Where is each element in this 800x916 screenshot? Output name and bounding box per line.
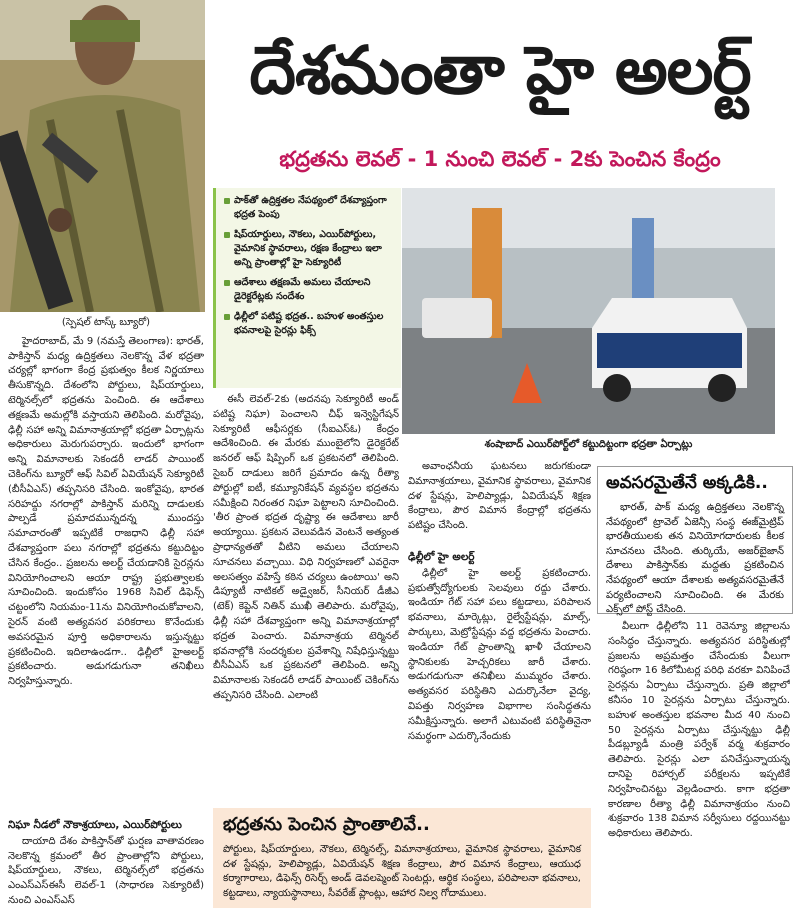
- secured-areas-box: [213, 808, 591, 908]
- article-column-1: [8, 316, 204, 786]
- paragraph: భారత్, పాక్ మధ్య ఉద్రిక్తతలు నెలకొన్న నేపథ్యంలో ట్రావెల్ ఏజెన్సీ సంస్థ ఈజ్‌మైట్రిప్ భారతీయులకు తన వినియోగదారులకు కీలక సూచనలు చేసింది. తుర్కియే, అజర్‌బైజాన్ దేశాలు పాకిస్తాన్‌కు మద్దతు ప్రకటించిన నేపథ్యంలో ఆయా దేశాలకు అత్యవసరమైతేనే పర్యటించాలని సూచించింది. ఈ మేరకు ఎక్స్‌లో పోస్ట్ చేసింది.: [606, 502, 784, 616]
- sidebox-title: అవసరమైతేనే అక్కడికి..: [606, 473, 768, 493]
- article-column-1-bottom: [8, 816, 204, 916]
- paragraph: హైదరాబాద్, మే 9 (నమస్తే తెలంగాణ): భారత్, పాకిస్తాన్ మధ్య ఉద్రిక్తతలు నెలకొన్న వేళ భద్రతా చర్యల్లో భాగంగా కేంద్ర ప్రభుత్వం కీలక నిర్ణయాలు తీసుకొన్నది. దేశంలోని పోర్టులు, షిప్‌యార్డులు, టెర్మినల్స్‌లో భద్రతను పెంచింది. ఈ ఆదేశాలు తక్షణమే అమల్లోకి వస్తాయని తెలిపింది. మరోవైపు, ఢిల్లీ సహా అన్ని విమానాశ్రయాల్లో భద్రతా ఏర్పాట్లను అధికారులు మెరుగుపర్చారు. ఇందులో భాగంగా అన్ని విమానాలకు సెకండరీ లాడర్ పాయింట్ చెకింగ్‌ను బ్యూరో ఆఫ్ సివిల్ ఏవియేషన్ సెక్యూరిటీ (బీసీఏఎస్) తప్పనిసరి చేసింది. ఇంకోవైపు, భారత సరిహద్దు నగరాల్లో పాకిస్తాన్ మరిన్ని దాడులకు పాల్పడే ప్రమాదమున్నదన్న ముందస్తు సమాచారంతో ఇప్పటికే రాజధాని ఢిల్లీ సహా దేశవ్యాప్తంగా పలు నగరాల్లో భద్రతను కట్టుదిట్టం చేసిన కేంద్రం.. ప్రజలను అలర్ట్ చేయడానికి సైరన్లను వినియోగించాలని ఆయా రాష్ట్ర ప్రభుత్వాలకు సూచించింది. ఇందుకోసం 1968 సివిల్ డిఫెన్స్ చట్టంలోని నియమం-11ను వినియోగించుకోవాలని, సైరన్ వంటి అత్యవసర పరికరాలు కొనేందుకు అవసరమైన పూర్తి అధికారాలను ఇస్తున్నట్టు ప్రకటించింది. ఇదిలాఉండగా.. ఢిల్లీలో హైఅలర్ట్ ప్రకటించారు. అడుగడుగునా తనిఖీలు నిర్వహిస్తున్నారు.: [8, 335, 204, 688]
- highlight-item: ఆదేశాలు తక్షణమే అమలు చేయాలని డైరెక్టరేట్లకు సందేశం: [224, 276, 395, 304]
- bullet-icon: [224, 280, 230, 286]
- paragraph: వీలుగా ఢిల్లీలోని 11 రెవెన్యూ జిల్లాలను సంసిద్ధం చేస్తున్నారు. అత్యవసర పరిస్థితుల్లో ప్రజలను అప్రమత్తం చేసేందుకు వీలుగా గరిష్ఠంగా 16 కిలోమీటర్ల పరిధి వరకూ వినిపించే సైరన్లను ఏర్పాటు చేస్తున్నారు. ప్రతి జిల్లాలో కనీసం 10 సైరన్లను ఏర్పాటు చేస్తున్నారు. బహుళ అంతస్తుల భవనాల మీద 40 నుంచి 50 సైరన్లను ఏర్పాటు చేస్తున్నట్టు ఢిల్లీ పీడబ్ల్యూడీ మంత్రి పర్వేశ్ వర్మ శుక్రవారం తెలిపారు. సైరన్లు ఎలా పనిచేస్తున్నాయన్న దానిపై రిహార్సల్ పరీక్షలను ఇప్పటికే నిర్వహించినట్టు వెల్లడించారు. కాగా భద్రతా కారణాల రీత్యా ఢిల్లీ విమానాశ్రయం నుంచి శుక్రవారం 138 విమాన సర్వీసులు రద్దయినట్టు అధికారులు తెలిపారు.: [608, 621, 790, 840]
- dateline: (స్పెషల్ టాస్క్ బ్యూరో): [61, 317, 151, 328]
- article-column-5: [608, 620, 790, 916]
- photo-caption: శంషాబాద్ ఎయిర్‌పోర్ట్‌లో కట్టుదిట్టంగా భద్రతా ఏర్పాట్లు: [484, 439, 693, 450]
- headline: దేశమంతా హై అలర్ట్: [249, 32, 751, 109]
- paragraph: ఢిల్లీలో హై అలర్ట్ ప్రకటించారు. ప్రభుత్వోద్యోగులకు సెలవులు రద్దు చేశారు. ఇండియా గేట్ సహా పలు కట్టడాలు, పరిపాలన భవనాలు, మార్కెట్లు, రైల్వేస్టేషన్లు, మాల్స్, పార్కులు, మెట్రోస్టేషన్లు వద్ద భద్రతను పెంచారు. ఇండియా గేట్ ప్రాంతాన్ని ఖాళీ చేయాలని స్థానికులకు హెచ్చరికలు జారీ చేశారు. అడుగడుగునా తనిఖీలు ముమ్మరం చేశారు. అత్యవసర పరిస్థితిని ఎదుర్కొనేలా వైద్య, విపత్తు నిర్వహణ విభాగాల సంసిద్ధతను సమీక్షిస్తున్నారు. అలాగే ఎటువంటి పరిస్థితినైనా సమర్థంగా ఎదుర్కొనేందుకు: [408, 567, 591, 742]
- paragraph: ఈసీ లెవల్-2కు (అదనపు సెక్యూరిటీ అండ్ పటిష్ట నిఘా) పెంచాలని చీఫ్ ఇన్వెస్టిగేషన్ సెక్యూరిటీ ఆఫీసర్లకు (సీఐఎస్ఓ) కేంద్రం ఆదేశించింది. ఈ మేరకు ముంబైలోని డైరెక్టరేట్ జనరల్ ఆఫ్ షిప్పింగ్ ఒక ప్రకటనలో తెలిపింది. సైబర్ దాడులు జరిగే ప్రమాదం ఉన్న రీత్యా పోర్టుల్లో ఐటీ, కమ్యూనికేషన్ వ్యవస్థల భద్రతను సమీక్షించి నిరంతర నిఘా పెట్టాలని సూచించింది. 'తీర ప్రాంత భద్రత దృష్ట్యా ఈ ఆదేశాలు జారీ అయ్యాయి. ప్రకటన వెలువడిన వెంటనే అత్యంత ప్రాధాన్యతతో వీటిని అమలు చేయాలని సూచనలు వచ్చాయి. విధి నిర్వహణలో ఎవరైనా అలసత్వం వహిస్తే కఠిన చర్యలు ఉంటాయి' అని డిప్యూటీ నాటికల్ అడ్వైజర్, సీనియర్ డీజీఎ (టెక్) కెప్టెన్ నితిన్ ముఖీ తెలిపారు. మరోవైపు, ఢిల్లీ సహా దేశవ్యాప్తంగా అన్ని విమానాశ్రయాల్లో భద్రత పెంచారు. విమానాశ్రయ టెర్మినల్ భవనాల్లోకి సందర్శకుల ప్రవేశాన్ని నిషేధిస్తున్నట్టు బీసీఏఎస్ ఒక ప్రకటనలో తెలిపింది. అన్ని విమానాలకు సెకండరీ లాడర్ పాయింట్ చెకింగ్‌ను తప్పనిసరి చేసింది. ఎలాంటి: [213, 394, 399, 701]
- highlights-box: [213, 188, 401, 388]
- paragraph: పోర్టులు, షిప్‌యార్డులు, నౌకలు, టెర్మినల్స్, విమానాశ్రయాలు, వైమానిక స్థావరాలు, వైమానిక దళ స్టేషన్లు, హెలిప్యాడ్లు, ఏవియేషన్ శిక్షణ కేంద్రాలు, పౌర విమాన కేంద్రాలు, ఆయుధ కర్మాగారాలు, డిఫెన్స్ రిసెర్చ్ అండ్ డెవలప్మెంట్ సెంటర్లు, ఆర్థిక సంస్థలు, పరిపాలనా భవనాలు, కట్టడాలు, న్యాయస్థానాలు, సీవరేజ్ ప్లాంట్లు, ఆహార నిల్వ గోదాములు.: [223, 844, 581, 899]
- soldier-photo: [0, 0, 205, 312]
- bullet-icon: [224, 314, 230, 320]
- airport-photo: [402, 188, 775, 434]
- section-subtitle: నిఘా నీడలో నౌకాశ్రయాలు, ఎయిర్‌పోర్టులు: [8, 819, 182, 831]
- highlight-item: షిప్‌యార్డులు, నౌకలు, ఎయిర్‌పోర్టులు, వైమానిక స్థావరాలు, రక్షణ కేంద్రాలు ఇలా అన్ని ప్రాంతాల్లో హై సెక్యూరిటీ: [224, 228, 395, 270]
- bullet-icon: [224, 198, 230, 204]
- article-column-3-bottom: [408, 548, 591, 748]
- paragraph: అవాంఛనీయ ఘటనలు జరుగకుండా విమానాశ్రయాలు, వైమానిక స్థావరాలు, వైమానిక దళ స్టేషన్లు, హెలిప్యాడ్లు, ఏవియేషన్ శిక్షణ కేంద్రాలు, పౌర విమాన కేంద్రాల్లో భద్రతను పటిష్టం చేసింది.: [408, 461, 591, 532]
- article-column-2: [213, 393, 399, 835]
- travel-advisory-box: [597, 466, 793, 614]
- highlight-item: పాక్‌తో ఉద్రిక్తతల నేపథ్యంలో దేశవ్యాప్తంగా భద్రత పెంపు: [224, 194, 395, 222]
- section-subtitle: ఢిల్లీలో హై అలర్ట్: [408, 551, 475, 563]
- highlight-item: ఢిల్లీలో పటిష్ట భద్రత.. బహుళ అంతస్తుల భవనాలపై సైరన్లు ఫిక్స్: [224, 310, 395, 338]
- bullet-icon: [224, 232, 230, 238]
- subheadline: భద్రతను లెవల్ - 1 నుంచి లెవల్ - 2కు పెంచిన కేంద్రం: [279, 147, 721, 171]
- areas-title: భద్రతను పెంచిన ప్రాంతాలివే..: [223, 814, 430, 835]
- paragraph: దాయాది దేశం పాకిస్తాన్‌తో ఘర్షణ వాతావరణం నెలకొన్న క్రమంలో తీర ప్రాంతాల్లోని పోర్టులు, షిప్‌యార్డులు, నౌకలు, టెర్మినల్స్‌లో భద్రతను ఎంఎస్ఎస్ఈసీ లెవల్-1 (సాధారణ సెక్యూరిటీ) నుంచి ఎంఎస్ఎస్: [8, 835, 204, 906]
